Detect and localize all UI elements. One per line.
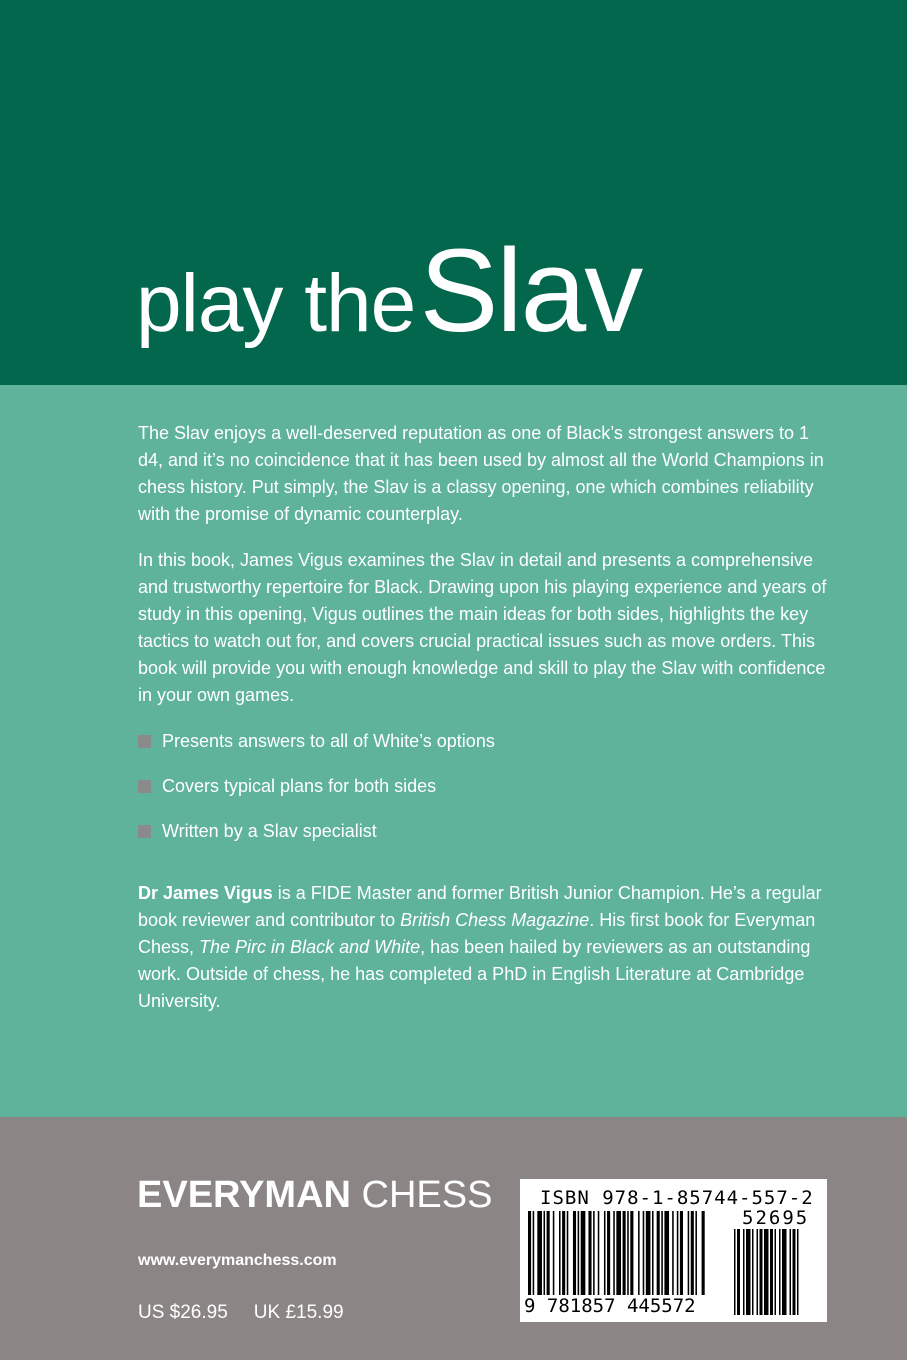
barcode-bar xyxy=(688,1211,690,1295)
bullet-square-icon xyxy=(138,825,151,838)
barcode-addon-bar xyxy=(775,1229,777,1315)
barcode-bar xyxy=(528,1211,531,1295)
bullet-square-icon xyxy=(138,780,151,793)
barcode-bar xyxy=(630,1211,633,1295)
barcode-bar xyxy=(598,1211,600,1295)
list-item xyxy=(138,773,838,818)
bio-text-2: . His first book for Everyman Chess, xyxy=(138,910,816,957)
barcode-bar xyxy=(638,1211,640,1295)
price-uk: UK £15.99 xyxy=(253,1302,344,1323)
publisher-logo xyxy=(137,1174,492,1217)
blurb-paragraph-1: The Slav enjoys a well-deserved reputation as one of Black’s strongest answers to 1 d4, and it’s no coincidence that it has been used by almost all the World Champions in chess history. Put simply, the Slav is a classy opening, one which combines reliability with the promise of dynamic counterplay. xyxy=(138,423,824,524)
barcode-bar xyxy=(544,1211,546,1295)
barcode-bar xyxy=(652,1211,654,1295)
barcode-bar xyxy=(547,1211,550,1295)
barcode-bar xyxy=(578,1211,580,1295)
barcode-bar xyxy=(593,1211,595,1295)
barcode-bar xyxy=(677,1211,679,1295)
list-item-label: Presents answers to all of White’s options xyxy=(162,731,495,751)
barcode-addon-bar xyxy=(764,1229,769,1315)
barcode-bar xyxy=(553,1211,555,1295)
list-item xyxy=(138,818,838,863)
barcode-addon-bar xyxy=(770,1229,773,1315)
barcode-addon-bar xyxy=(797,1229,799,1315)
bullet-square-icon xyxy=(138,735,151,748)
barcode-addon-bar xyxy=(757,1229,759,1315)
barcode-bar xyxy=(573,1211,576,1295)
isbn-label: ISBN 978-1-85744-557-2 xyxy=(540,1187,814,1209)
barcode-bar xyxy=(604,1211,606,1295)
barcode-bar xyxy=(657,1211,660,1295)
barcode-bar xyxy=(562,1211,565,1295)
author-bio xyxy=(138,880,838,1015)
barcode-addon-bar xyxy=(760,1229,763,1315)
feature-list xyxy=(138,728,838,863)
barcode-bar xyxy=(607,1211,610,1295)
barcode-bar xyxy=(643,1211,645,1295)
barcode-bar xyxy=(695,1211,697,1295)
barcode-bar xyxy=(680,1211,683,1295)
barcode-addon-bar xyxy=(743,1229,745,1315)
first-book-title: The Pirc in Black and White xyxy=(199,937,421,957)
barcode-bar xyxy=(588,1211,591,1295)
barcode-addon-bar xyxy=(793,1229,796,1315)
blurb xyxy=(138,420,838,1034)
bio-text-3: , has been hailed by reviewers as an outstanding work. Outside of chess, he has completed a PhD in English Literature at Cambridge University. xyxy=(138,937,811,1011)
list-item-label: Written by a Slav specialist xyxy=(162,821,377,841)
publisher-name-bold: EVERYMAN xyxy=(137,1174,351,1216)
barcode-bar xyxy=(613,1211,615,1295)
barcode-bar xyxy=(661,1211,663,1295)
barcode-addon-bar xyxy=(746,1229,751,1315)
barcode-bar xyxy=(627,1211,629,1295)
list-item-label: Covers typical plans for both sides xyxy=(162,776,437,796)
barcode-addon-bar xyxy=(737,1229,740,1315)
barcode-addon-bar xyxy=(752,1229,754,1315)
barcode-bar xyxy=(533,1211,535,1295)
barcode xyxy=(520,1179,827,1322)
blurb-paragraph-2: In this book, James Vigus examines the Slav in detail and presents a comprehensive and trustworthy repertoire for Black. Drawing upon his playing experience and years of study in this opening, Vigus outlines the main ideas for both sides, highlights the key tactics to watch out for, and covers crucial practical issues such as move orders. This book will provide you with enough knowledge and skill to play the Slav with confidence in your own games. xyxy=(138,550,827,705)
barcode-bar xyxy=(616,1211,621,1295)
barcode-bar xyxy=(646,1211,651,1295)
barcode-bar xyxy=(581,1211,586,1295)
barcode-digits: 9 781857 445572 xyxy=(524,1295,696,1317)
price-us: US $26.95 xyxy=(138,1302,228,1323)
magazine-title: British Chess Magazine xyxy=(400,910,590,930)
barcode-bar xyxy=(691,1211,694,1295)
title-part2: Slav xyxy=(419,225,642,357)
barcode-bar xyxy=(664,1211,669,1295)
barcode-addon-bar xyxy=(782,1229,787,1315)
barcode-bar xyxy=(567,1211,569,1295)
list-item xyxy=(138,728,838,773)
barcode-bar xyxy=(672,1211,674,1295)
publisher-name-light: CHESS xyxy=(361,1174,493,1216)
barcode-bar xyxy=(537,1211,542,1295)
barcode-bar xyxy=(702,1211,705,1295)
barcode-addon-bar xyxy=(734,1229,736,1315)
barcode-bar xyxy=(559,1211,561,1295)
barcode-bar xyxy=(623,1211,626,1295)
barcode-addon-bar xyxy=(790,1229,792,1315)
barcode-addon-digits: 52695 xyxy=(742,1207,810,1229)
book-title xyxy=(136,225,642,357)
bio-text-1: is a FIDE Master and former British Junior Champion. He’s a regular book reviewer and contributor to xyxy=(138,883,822,930)
author-name: Dr James Vigus xyxy=(138,883,273,903)
prices xyxy=(138,1302,370,1324)
title-part1: play the xyxy=(136,258,416,349)
website-link[interactable]: www.everymanchess.com xyxy=(138,1252,337,1269)
barcode-addon-bar xyxy=(779,1229,781,1315)
